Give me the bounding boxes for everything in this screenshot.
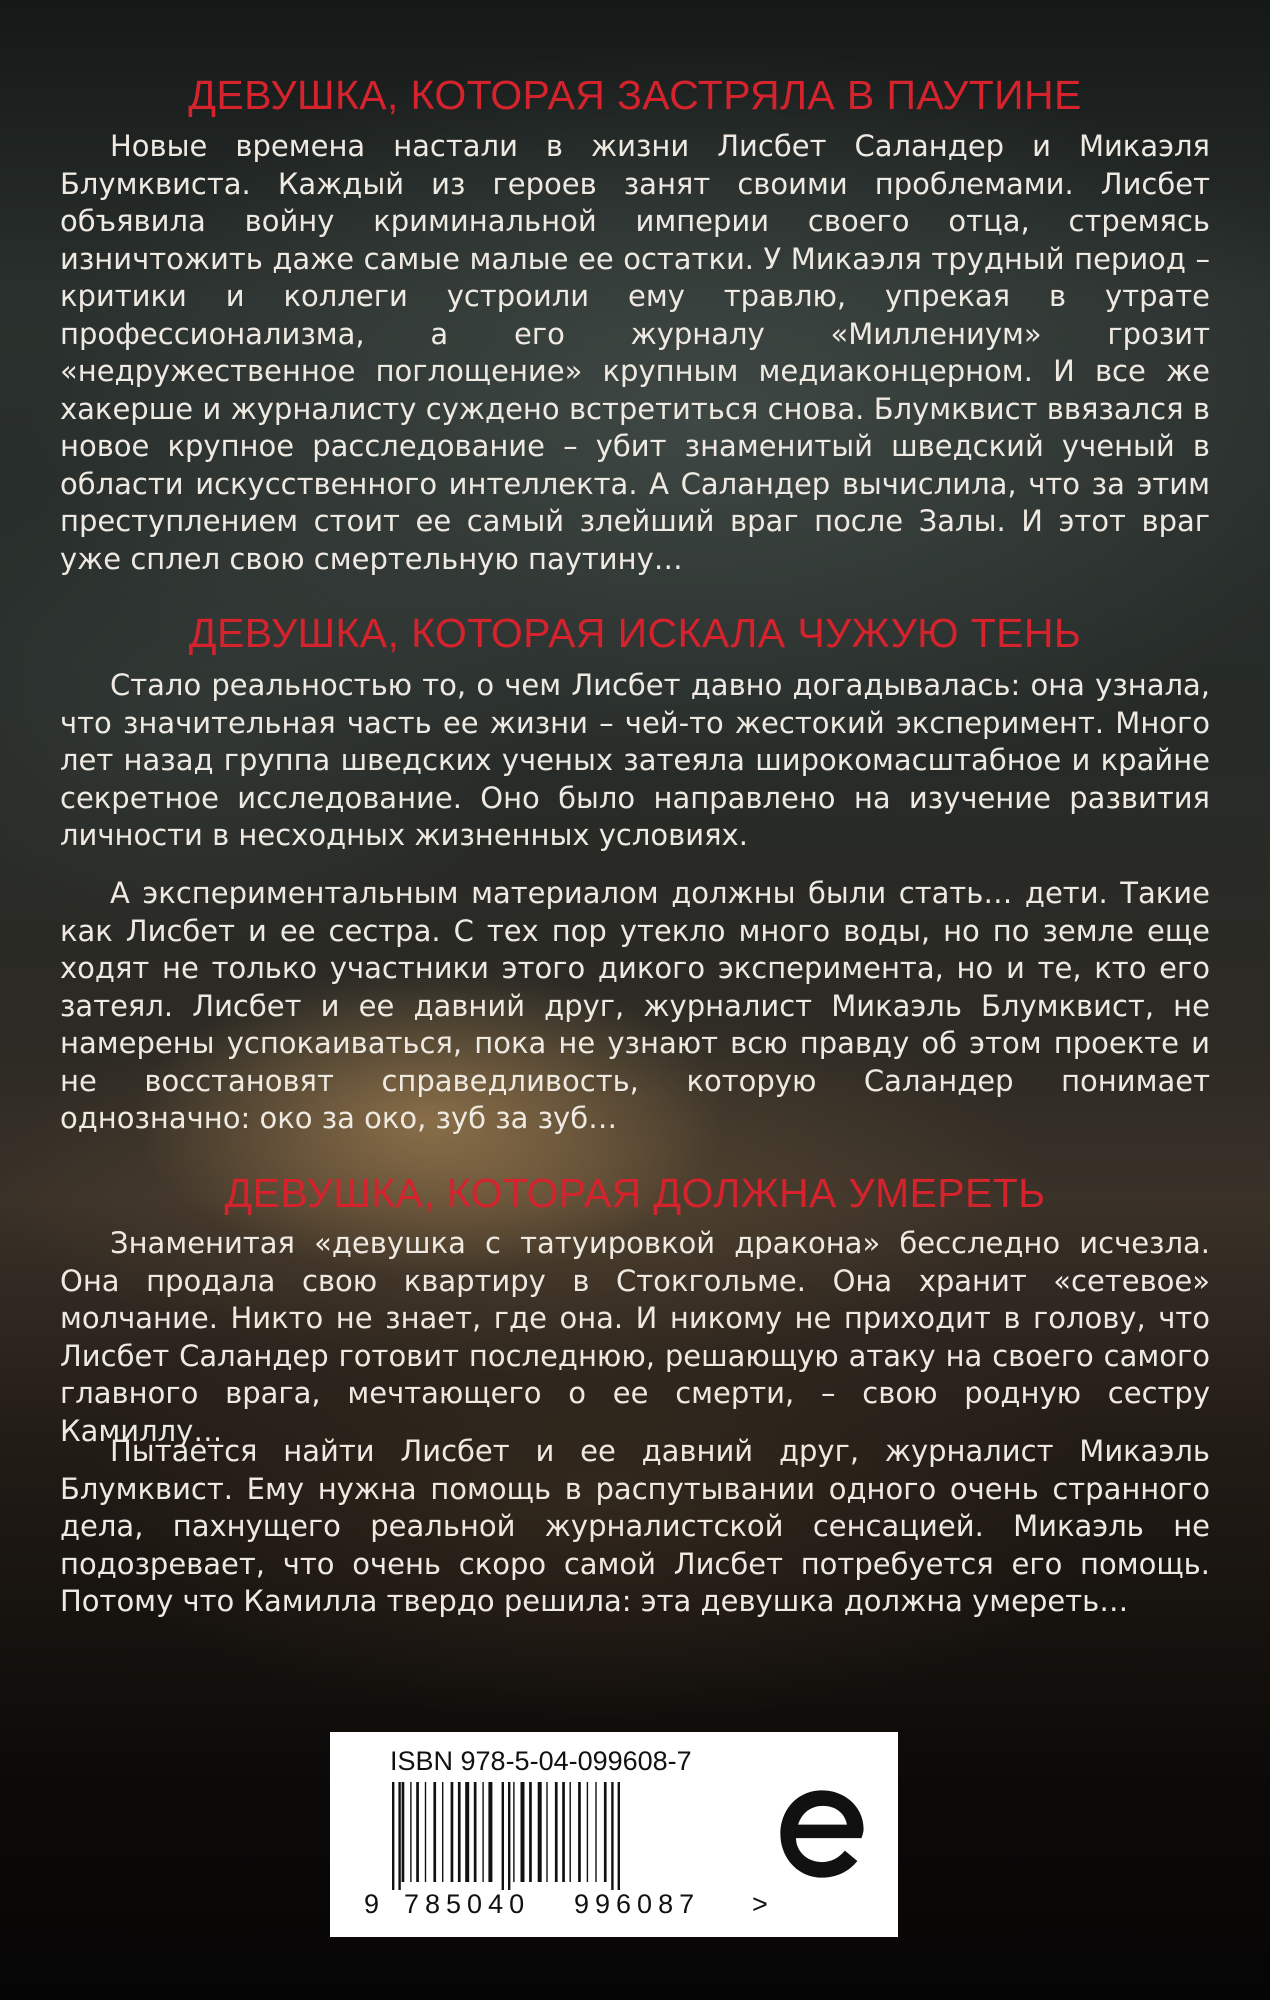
section-must-die-paragraph-2: Пытается найти Лисбет и ее давний друг, журналист Микаэль Блумквист. Ему нужна помощь в распутывании одного очень странного дела, пахнущего реальной журналистской сенсацией. Микаэль не подозревает, что очень скоро самой Лисбет потребуется его помощь. Потому что Камилла твердо решила: эта девушка должна умереть… [60, 1434, 1210, 1618]
section-title-must-die: ДЕВУШКА, КОТОРАЯ ДОЛЖНА УМЕРЕТЬ [224, 1170, 1046, 1216]
barcode-digits [364, 1889, 784, 1925]
section-must-die-paragraph-1: Знаменитая «девушка с татуировкой дракона» бесследно исчезла. Она продала свою квартиру в Стокгольме. Она хранит «сетевое» молчание. Никто не знает, где она. И никому не приходит в голову, что Лисбет Саландер готовит последнюю, решающую атаку на своего самого главного врага, мечтающего о ее смерти, – свою родную сестру Камиллу… [60, 1226, 1210, 1448]
barcode-panel [330, 1732, 898, 1937]
isbn-label: ISBN 978-5-04-099608-7 [390, 1746, 692, 1776]
barcode-bars [390, 1782, 740, 1890]
section-title-shadow: ДЕВУШКА, КОТОРАЯ ИСКАЛА ЧУЖУЮ ТЕНЬ [188, 610, 1082, 656]
barcode-digits-right: 996087 [574, 1889, 701, 1919]
publisher-e-logo-icon [770, 1782, 874, 1886]
barcode-digits-left: 785040 [404, 1889, 531, 1919]
section-title-web: ДЕВУШКА, КОТОРАЯ ЗАСТРЯЛА В ПАУТИНЕ [188, 72, 1082, 118]
section-shadow-paragraph-2: А экспериментальным материалом должны были стать… дети. Такие как Лисбет и ее сестра. С тех пор утекло много воды, но по земле еще ходят не только участники этого дикого эксперимента, но и те, кто его затеял. Лисбет и ее давний друг, журналист Микаэль Блумквист, не намерены успокаиваться, пока не узнают всю правду об этом проекте и не восстановят справедливость, которую Саландер понимает однозначно: око за око, зуб за зуб… [60, 876, 1210, 1135]
barcode-quiet-zone-mark: > [752, 1889, 768, 1919]
section-web-paragraph: Новые времена настали в жизни Лисбет Саландер и Микаэля Блумквиста. Каждый из героев занят своими проблемами. Лисбет объявила войну криминальной империи своего отца, стремясь изничтожить даже самые малые ее остатки. У Микаэля трудный период – критики и коллеги устроили ему травлю, упрекая в утрате профессионализма, а его журналу «Миллениум» грозит «недружественное поглощение» крупным медиаконцерном. И все же хакерше и журналисту суждено встретиться снова. Блумквист ввязался в новое крупное расследование – убит знаменитый шведский ученый в области искусственного интеллекта. А Саландер вычислила, что за этим преступлением стоит ее самый злейший враг после Залы. И этот враг уже сплел свою смертельную паутину… [60, 129, 1210, 576]
section-shadow-paragraph-1: Стало реальностью то, о чем Лисбет давно догадывалась: она узнала, что значительная часть ее жизни – чей-то жестокий эксперимент. Много лет назад группа шведских ученых затеяла широкомасштабное и крайне секретное исследование. Оно было направлено на изучение развития личности в несходных жизненных условиях. [60, 668, 1210, 852]
barcode-digit-first: 9 [364, 1889, 380, 1919]
